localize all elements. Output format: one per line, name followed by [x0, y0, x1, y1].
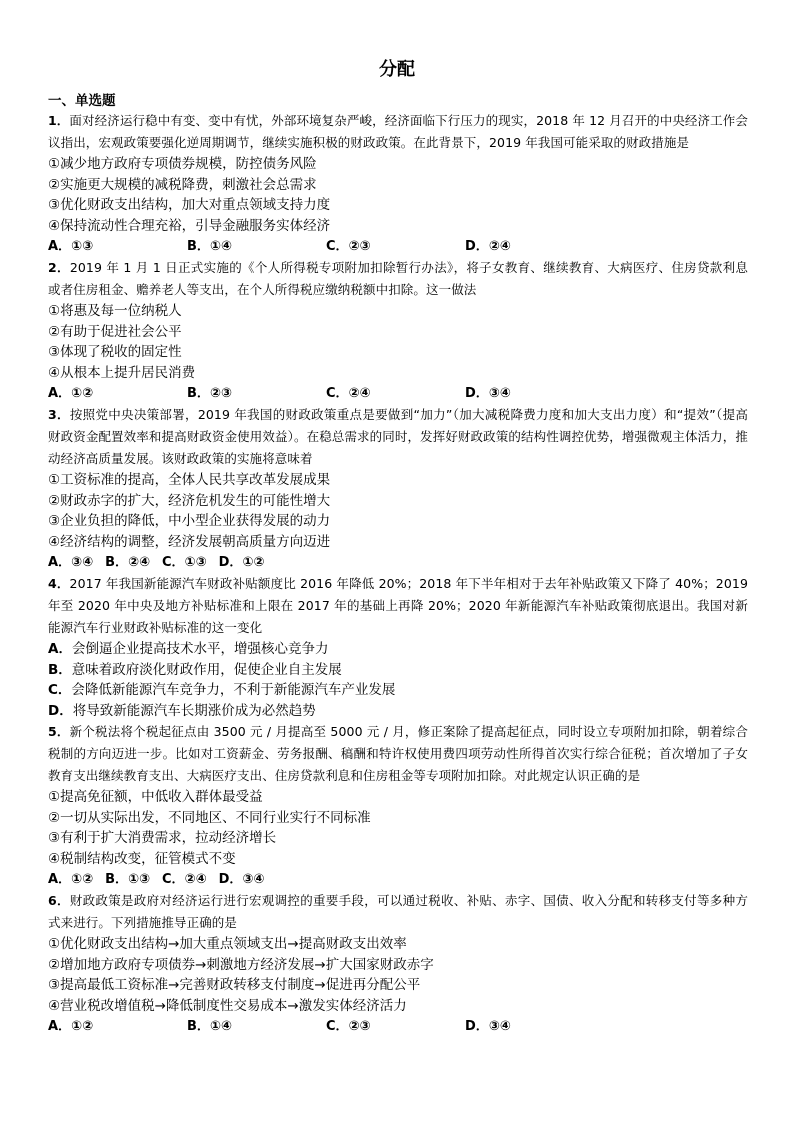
question-stem	[48, 573, 748, 639]
answer-choice-d[interactable]: D．②④	[465, 239, 511, 254]
answer-choice-a[interactable]: A．①②	[48, 1019, 94, 1034]
answer-choice-c[interactable]	[48, 680, 748, 701]
answer-choices	[48, 552, 748, 573]
choice-text: 会降低新能源汽车竞争力，不利于新能源汽车产业发展	[71, 682, 396, 698]
answer-choice-a[interactable]: A．①③	[48, 239, 94, 254]
question-1	[48, 110, 748, 257]
answer-choice-d[interactable]: D．③④	[218, 872, 265, 887]
answer-choice-d[interactable]: D．①②	[218, 555, 265, 570]
question-stem	[48, 721, 748, 787]
answer-choice-a[interactable]	[48, 639, 748, 660]
question-stem	[48, 404, 748, 470]
question-text: 新个税法将个税起征点由 3500 元 / 月提高至 5000 元 / 月，修正案除了提高起征点，同时设立专项附加扣除，朝着综合税制的方向迈进一步。比如对工资薪金、劳务报酬、稿酬和特许权使用费四项劳动性所得首次实行综合征税；首次增加了子女教育支出继续教育支出、大病医疗支出、住房贷款利息和住房租金等专项附加扣除。对此规定认识正确的是	[48, 724, 748, 783]
statement-option: ①减少地方政府专项债券规模，防控债务风险	[48, 156, 317, 172]
statement-option: ②一切从实际出发，不同地区、不同行业实行不同标准	[48, 809, 371, 826]
question-number: 5．	[48, 724, 70, 739]
statement-option: ④保持流动性合理充裕，引导金融服务实体经济	[48, 217, 331, 234]
question-number: 2．	[48, 260, 70, 275]
statement-option: ①将惠及每一位纳税人	[48, 303, 182, 319]
choice-key: A．	[48, 641, 72, 657]
question-text: 财政政策是政府对经济运行进行宏观调控的重要手段，可以通过税收、补贴、赤字、国债、收入分配和转移支付等多种方式来进行。下列措施推导正确的是	[48, 893, 748, 930]
answer-choice-c[interactable]: C．②④	[326, 386, 371, 401]
question-number: 6．	[48, 893, 70, 908]
statement-option: ③有利于扩大消费需求，拉动经济增长	[48, 830, 277, 846]
answer-choice-c[interactable]: C．①③	[162, 555, 207, 570]
answer-choice-d[interactable]: D．③④	[465, 1019, 511, 1034]
question-number: 3．	[48, 407, 70, 422]
page-title: 分配	[379, 59, 415, 80]
answer-choices	[48, 383, 748, 404]
question-stem	[48, 257, 748, 301]
question-stem	[48, 110, 748, 154]
question-text: 面对经济运行稳中有变、变中有忧，外部环境复杂严峻，经济面临下行压力的现实，2018 年 12 月召开的中央经济工作会议指出，宏观政策要强化逆周期调节，继续实施积极的财政政策。在此背景下，2019 年我国可能采取的财政措施是	[48, 113, 748, 150]
question-text: 2017 年我国新能源汽车财政补贴额度比 2016 年降低 20%；2018 年下半年相对于去年补贴政策又下降了 40%；2019 年至 2020 年中央及地方补贴标准和上限在 2017 年的基础上再降 20%；2020 年新能源汽车补贴政策彻底退出。我国对新能源汽车行业财政补贴标准的这一变化	[48, 576, 749, 635]
question-2	[48, 257, 748, 404]
choice-text: 会倒逼企业提高技术水平，增强核心竞争力	[71, 641, 329, 657]
question-text: 按照党中央决策部署，2019 年我国的财政政策重点是要做到“加力”（加大减税降费力度和加大支出力度）和“提效”（提高财政资金配置效率和提高财政资金使用效益）。在稳总需求的同时，发挥好财政政策的结构性调控优势，增强微观主体活力，推动经济高质量发展。该财政政策的实施将意味着	[48, 407, 748, 466]
question-number: 4．	[48, 576, 70, 591]
statement-option: ③企业负担的降低，中小型企业获得发展的动力	[48, 513, 331, 529]
section-heading: 一、单选题	[48, 93, 116, 109]
answer-choice-b[interactable]: B．①④	[187, 239, 232, 254]
statement-option: ②有助于促进社会公平	[48, 323, 182, 340]
statement-option: ③体现了税收的固定性	[48, 344, 182, 360]
statement-option: ②实施更大规模的减税降费，刺激社会总需求	[48, 176, 317, 193]
question-5	[48, 721, 748, 890]
answer-choice-b[interactable]: B．②④	[105, 555, 151, 570]
answer-choice-b[interactable]	[48, 660, 748, 681]
question-list	[48, 110, 748, 1037]
choice-text: 意味着政府淡化财政作用，促使企业自主发展	[71, 661, 342, 678]
choice-text: 将导致新能源汽车长期涨价成为必然趋势	[72, 702, 316, 719]
statement-option: ④经济结构的调整，经济发展朝高质量方向迈进	[48, 533, 331, 550]
question-text: 2019 年 1 月 1 日正式实施的《个人所得税专项附加扣除暂行办法》，将子女教育、继续教育、大病医疗、住房贷款利息或者住房租金、赡养老人等支出，在个人所得税应缴纳税额中扣除。这一做法	[48, 260, 748, 297]
answer-choices	[48, 869, 748, 890]
statement-option: ①优化财政支出结构→加大重点领域支出→提高财政支出效率	[48, 936, 407, 952]
answer-choices	[48, 1016, 748, 1037]
answer-choice-a[interactable]: A．①②	[48, 872, 94, 887]
question-4	[48, 573, 748, 721]
answer-choice-d[interactable]	[48, 701, 748, 722]
choice-key: D．	[48, 702, 73, 719]
answer-choice-a[interactable]: A．③④	[48, 555, 94, 570]
answer-choice-d[interactable]: D．③④	[465, 386, 511, 401]
question-number: 1．	[48, 113, 70, 128]
answer-choice-c[interactable]: C．②③	[326, 239, 371, 254]
answer-choice-b[interactable]: B．②③	[187, 386, 232, 401]
statement-option: ①提高免征额，中低收入群体最受益	[48, 789, 263, 805]
statement-option: ②增加地方政府专项债券→刺激地方经济发展→扩大国家财政赤字	[48, 956, 434, 973]
statement-option: ④营业税改增值税→降低制度性交易成本→激发实体经济活力	[48, 997, 407, 1014]
answer-choice-a[interactable]: A．①②	[48, 386, 94, 401]
statement-option: ③提高最低工资标准→完善财政转移支付制度→促进再分配公平	[48, 977, 421, 993]
choice-key: C．	[48, 682, 72, 698]
question-6	[48, 890, 748, 1037]
question-3	[48, 404, 748, 573]
answer-choice-c[interactable]: C．②④	[162, 872, 207, 887]
statement-option: ②财政赤字的扩大，经济危机发生的可能性增大	[48, 492, 331, 509]
answer-choices	[48, 236, 748, 257]
statement-option: ①工资标准的提高，全体人民共享改革发展成果	[48, 472, 331, 488]
answer-choice-c[interactable]: C．②③	[326, 1019, 371, 1034]
question-stem	[48, 890, 748, 934]
statement-option: ③优化财政支出结构，加大对重点领域支持力度	[48, 197, 331, 213]
choice-key: B．	[48, 661, 72, 678]
answer-choice-b[interactable]: B．①④	[187, 1019, 232, 1034]
statement-option: ④税制结构改变，征管模式不变	[48, 850, 236, 867]
answer-choice-b[interactable]: B．①③	[105, 872, 151, 887]
statement-option: ④从根本上提升居民消费	[48, 364, 196, 381]
